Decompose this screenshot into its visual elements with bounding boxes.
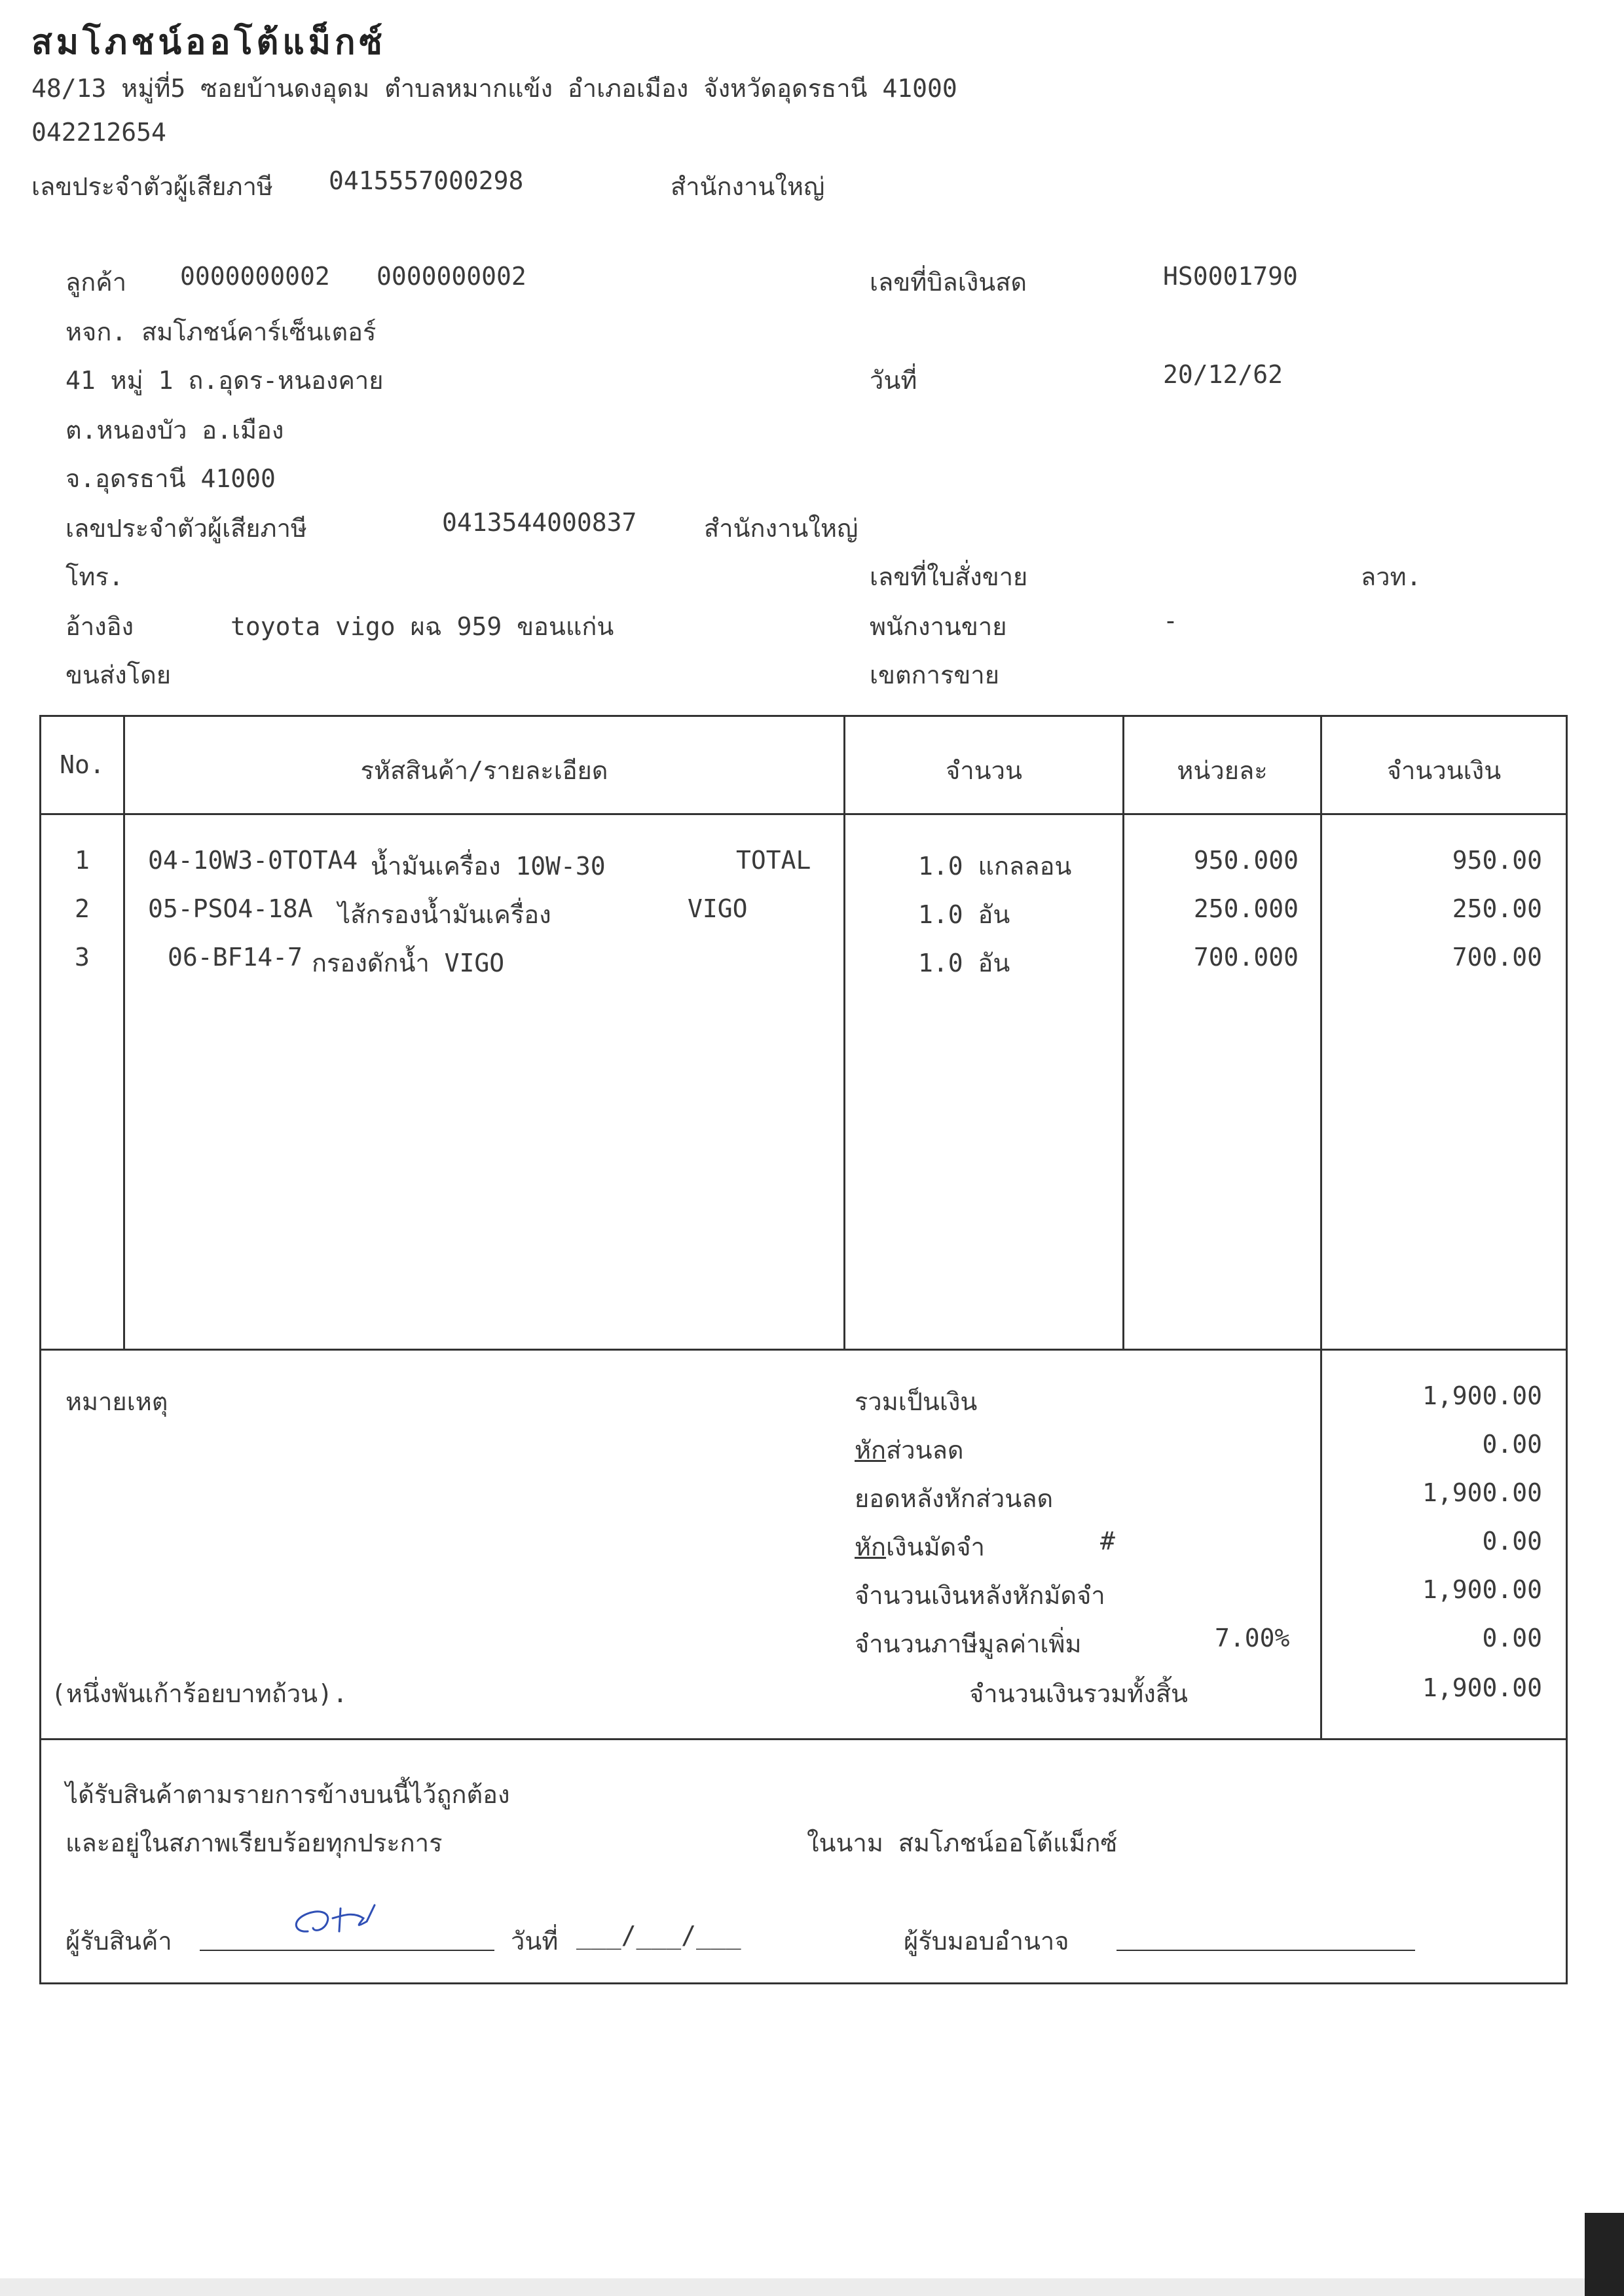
deposit-label-underlined: หัก bbox=[855, 1533, 887, 1561]
bill-date: 20/12/62 bbox=[1163, 360, 1283, 389]
header-unit-price: หน่วยละ bbox=[1177, 756, 1268, 785]
row-description: กรองดักน้ำ VIGO bbox=[312, 949, 505, 977]
authorized-signature-line bbox=[1116, 1950, 1415, 1951]
company-name: สมโภชน์ออโต้แม็กซ์ bbox=[31, 22, 386, 62]
customer-address-2: ต.หนองบัว อ.เมือง bbox=[65, 416, 284, 445]
sales-area-label: เขตการขาย bbox=[870, 661, 999, 689]
company-tax-label: เลขประจำตัวผู้เสียภาษี bbox=[31, 172, 273, 201]
grand-total-value: 1,900.00 bbox=[1422, 1673, 1542, 1702]
deposit-label bbox=[855, 1527, 985, 1567]
footer-bottom-border bbox=[39, 1982, 1568, 1984]
company-phone: 042212654 bbox=[31, 118, 166, 147]
grand-total-label: จำนวนเงินรวมทั้งสิ้น bbox=[969, 1679, 1188, 1708]
after-deposit-label: จำนวนเงินหลังหักมัดจำ bbox=[855, 1581, 1105, 1610]
row-description: น้ำมันเครื่อง 10W-30 bbox=[371, 852, 606, 881]
vat-label: จำนวนภาษีมูลค่าเพิ่ม bbox=[855, 1630, 1082, 1658]
order-no-label: เลขที่ใบสั่งขาย bbox=[870, 562, 1028, 591]
row-code: 04-10W3-0TOTA4 bbox=[148, 846, 358, 875]
subtotal-label: รวมเป็นเงิน bbox=[855, 1387, 978, 1416]
reference-label: อ้างอิง bbox=[65, 612, 134, 641]
deposit-label-rest: เงินมัดจำ bbox=[886, 1533, 985, 1561]
amount-in-words: (หนึ่งพันเก้าร้อยบาทถ้วน). bbox=[51, 1679, 348, 1708]
row-extra: TOTAL bbox=[736, 846, 811, 875]
table-header-border bbox=[39, 813, 1568, 815]
receiver-date-blank: ___/___/___ bbox=[576, 1921, 741, 1950]
salesperson-label: พนักงานขาย bbox=[870, 612, 1007, 641]
row-no: 3 bbox=[75, 943, 90, 972]
col-divider-2 bbox=[843, 715, 845, 1350]
table-bottom-border bbox=[39, 1349, 1568, 1351]
header-no: No. bbox=[60, 750, 105, 779]
row-amount: 950.00 bbox=[1452, 846, 1542, 875]
row-amount: 700.00 bbox=[1452, 943, 1542, 972]
receiver-label: ผู้รับสินค้า bbox=[65, 1927, 172, 1956]
received-statement-line1: ได้รับสินค้าตามรายการข้างบนนี้ไว้ถูกต้อง bbox=[65, 1780, 510, 1809]
row-amount: 250.00 bbox=[1452, 894, 1542, 923]
header-amount: จำนวนเงิน bbox=[1386, 756, 1502, 785]
receiver-date-label: วันที่ bbox=[511, 1927, 559, 1956]
header-quantity: จำนวน bbox=[946, 756, 1022, 785]
vat-rate: 7.00% bbox=[1215, 1624, 1290, 1652]
deposit-value: 0.00 bbox=[1482, 1527, 1542, 1556]
customer-tax-id: 0413544000837 bbox=[442, 508, 637, 537]
row-code: 06-BF14-7 bbox=[168, 943, 303, 972]
salesperson-value: - bbox=[1163, 606, 1178, 635]
discount-value: 0.00 bbox=[1482, 1430, 1542, 1459]
customer-tax-label: เลขประจำตัวผู้เสียภาษี bbox=[65, 514, 307, 543]
shipping-label: ขนส่งโดย bbox=[65, 661, 172, 689]
table-right-border bbox=[1566, 715, 1568, 1984]
bill-no: HS0001790 bbox=[1163, 262, 1298, 291]
summary-bottom-border bbox=[39, 1738, 1568, 1740]
row-extra: VIGO bbox=[688, 894, 748, 923]
bill-no-label: เลขที่บิลเงินสด bbox=[870, 268, 1027, 297]
deposit-hash: # bbox=[1100, 1527, 1115, 1556]
discount-label bbox=[855, 1430, 964, 1470]
authorized-label: ผู้รับมอบอำนาจ bbox=[904, 1927, 1069, 1956]
col-divider-1 bbox=[123, 715, 125, 1350]
customer-branch: สำนักงานใหญ่ bbox=[704, 514, 858, 543]
company-branch: สำนักงานใหญ่ bbox=[671, 172, 825, 201]
scan-shadow-bottom bbox=[0, 2278, 1624, 2296]
customer-code-1: 0000000002 bbox=[180, 262, 330, 291]
vat-value: 0.00 bbox=[1482, 1624, 1542, 1652]
customer-code-2: 0000000002 bbox=[377, 262, 526, 291]
row-quantity: 1.0 อัน bbox=[918, 900, 1010, 929]
company-tax-id: 0415557000298 bbox=[329, 166, 524, 195]
customer-address-3: จ.อุดรธานี 41000 bbox=[65, 464, 276, 493]
order-suffix: ลวท. bbox=[1361, 562, 1422, 591]
customer-address-1: 41 หมู่ 1 ถ.อุดร-หนองคาย bbox=[65, 366, 384, 395]
customer-name: หจก. สมโภชน์คาร์เซ็นเตอร์ bbox=[65, 318, 377, 346]
scan-edge-mark bbox=[1585, 2213, 1624, 2296]
bill-date-label: วันที่ bbox=[870, 366, 917, 395]
row-unit-price: 250.000 bbox=[1193, 894, 1299, 923]
remarks-label: หมายเหตุ bbox=[65, 1387, 168, 1416]
customer-phone-label: โทร. bbox=[65, 562, 124, 591]
row-unit-price: 950.000 bbox=[1193, 846, 1299, 875]
row-no: 1 bbox=[75, 846, 90, 875]
header-description: รหัสสินค้า/รายละเอียด bbox=[360, 756, 608, 785]
col-divider-3 bbox=[1122, 715, 1124, 1350]
table-top-border bbox=[39, 715, 1568, 717]
subtotal-value: 1,900.00 bbox=[1422, 1381, 1542, 1410]
discount-label-rest: ส่วนลด bbox=[886, 1436, 964, 1465]
discount-label-underlined: หัก bbox=[855, 1436, 887, 1465]
row-unit-price: 700.000 bbox=[1193, 943, 1299, 972]
handwritten-signature bbox=[282, 1892, 399, 1951]
row-description: ไส้กรองน้ำมันเครื่อง bbox=[338, 900, 551, 929]
company-address: 48/13 หมู่ที่5 ซอยบ้านดงอุดม ตำบลหมากแข้ง อำเภอเมือง จังหวัดอุดรธานี 41000 bbox=[31, 74, 957, 103]
row-quantity: 1.0 แกลลอน bbox=[918, 852, 1072, 881]
on-behalf-of: ในนาม สมโภชน์ออโต้แม็กซ์ bbox=[807, 1829, 1118, 1857]
reference-value: toyota vigo ผฉ 959 ขอนแก่น bbox=[231, 612, 614, 641]
row-quantity: 1.0 อัน bbox=[918, 949, 1010, 977]
row-code: 05-PSO4-18A bbox=[148, 894, 313, 923]
row-no: 2 bbox=[75, 894, 90, 923]
after-discount-value: 1,900.00 bbox=[1422, 1478, 1542, 1507]
after-discount-label: ยอดหลังหักส่วนลด bbox=[855, 1484, 1054, 1513]
customer-label: ลูกค้า bbox=[65, 268, 127, 297]
after-deposit-value: 1,900.00 bbox=[1422, 1575, 1542, 1604]
received-statement-line2: และอยู่ในสภาพเรียบร้อยทุกประการ bbox=[65, 1829, 443, 1857]
